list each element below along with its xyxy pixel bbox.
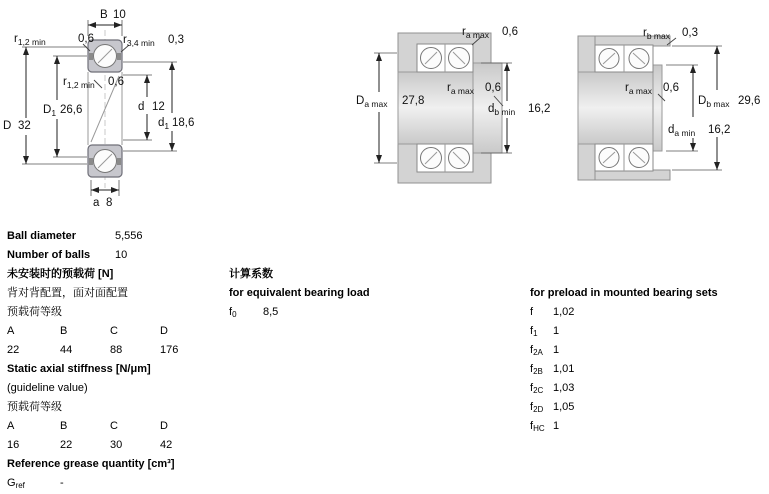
fig3-label-rb-sub: b max bbox=[646, 31, 670, 41]
fig3-label-rb: r bbox=[643, 27, 647, 39]
grease-section-title: Reference grease quantity [cm³] bbox=[7, 458, 175, 470]
svg-text:Db max29,6 bbox=[698, 95, 760, 109]
factor-fhc-symbol-main: f bbox=[530, 420, 534, 432]
svg-text:Da max27,8 bbox=[356, 95, 424, 109]
fig3-value-ra: 0,6 bbox=[663, 82, 679, 94]
stiffness-header-b: B bbox=[60, 420, 68, 432]
factor-f2a-symbol-sub: 2A bbox=[533, 348, 543, 357]
fig1-label-r12-mid: r bbox=[63, 76, 67, 88]
fig1-label-r12-mid-sub: 1,2 min bbox=[66, 80, 95, 90]
svg-text:D126,6 bbox=[43, 104, 82, 118]
fig1-dim-B bbox=[88, 9, 126, 36]
grease-symbol bbox=[7, 477, 25, 489]
row-factor-f2c bbox=[530, 382, 650, 395]
fig2-value-ra-top: 0,6 bbox=[502, 26, 518, 38]
grease-value: - bbox=[60, 477, 64, 489]
factor-f2c-symbol bbox=[530, 382, 543, 394]
svg-text:B10 bbox=[100, 9, 126, 21]
fig1-label-r34: r bbox=[123, 34, 127, 46]
fig3-label-ra-sub: a max bbox=[628, 86, 652, 96]
calc-factors-title: 计算系数 bbox=[229, 268, 273, 280]
fig1-label-d1-sub: 1 bbox=[164, 121, 170, 131]
preload-factors-title: for preload in mounted bearing sets bbox=[530, 287, 718, 299]
f0-value: 8,5 bbox=[263, 306, 279, 318]
factor-f2c-symbol-main: f bbox=[530, 382, 534, 394]
fig3-bearing-pair-bottom bbox=[595, 144, 653, 171]
fig1-label-d1: d bbox=[158, 117, 165, 129]
preload-header-d: D bbox=[160, 325, 168, 337]
factor-f2a-symbol bbox=[530, 344, 543, 356]
figure3-mounted-pair bbox=[578, 27, 760, 180]
f0-symbol-sub: 0 bbox=[232, 310, 237, 319]
fig2-value-Da: 27,8 bbox=[402, 95, 425, 107]
factor-fhc-value: 1 bbox=[553, 420, 560, 432]
row-grease bbox=[7, 477, 227, 490]
factor-f2a-value: 1 bbox=[553, 344, 560, 356]
technical-drawings bbox=[0, 0, 769, 222]
fig3-housing-lip-top bbox=[578, 36, 595, 72]
preload-value-c: 88 bbox=[110, 344, 123, 356]
ball-diameter-value: 5,556 bbox=[115, 230, 143, 242]
preload-value-d: 176 bbox=[160, 344, 179, 356]
fig3-housing-lip-bottom bbox=[578, 144, 595, 180]
fig3-value-da: 16,2 bbox=[708, 124, 731, 136]
factor-f2c-value: 1,03 bbox=[553, 382, 575, 394]
stiffness-value-d: 42 bbox=[160, 439, 173, 451]
fig3-bearing-pair-top bbox=[595, 45, 653, 72]
fig3-label-Db: D bbox=[698, 95, 707, 107]
fig1-label-r12-top: r bbox=[14, 33, 18, 45]
fig2-bearing-pair-bottom bbox=[417, 144, 473, 172]
fig3-shaft bbox=[578, 72, 662, 144]
fig1-label-a: a bbox=[93, 197, 100, 209]
row-factor-f bbox=[530, 306, 650, 319]
fig3-shaft-collar bbox=[653, 65, 662, 151]
factor-f2d-symbol-sub: 2D bbox=[533, 405, 544, 414]
number-of-balls-label: Number of balls bbox=[7, 249, 91, 261]
factor-f1-value: 1 bbox=[553, 325, 560, 337]
fig1-label-D: D bbox=[3, 120, 12, 132]
svg-text:r3,4 min0,3 bbox=[123, 34, 184, 48]
fig1-value-r12-mid: 0,6 bbox=[108, 76, 124, 88]
svg-text:da min16,2 bbox=[668, 124, 730, 138]
factor-f2d-value: 1,05 bbox=[553, 401, 575, 413]
preload-header-b: B bbox=[60, 325, 68, 337]
fig2-label-db: d bbox=[488, 103, 495, 115]
svg-text:a8 bbox=[93, 197, 112, 209]
factor-f-symbol-main: f bbox=[530, 306, 534, 318]
factor-f1-symbol-sub: 1 bbox=[533, 329, 538, 338]
stiffness-value-c: 30 bbox=[110, 439, 123, 451]
f0-symbol bbox=[229, 306, 237, 318]
stiffness-value-a: 16 bbox=[7, 439, 20, 451]
figure1-single-bearing bbox=[3, 9, 194, 209]
svg-text:r1,2 min0,6 bbox=[63, 76, 124, 90]
fig2-value-ra-mid: 0,6 bbox=[485, 82, 501, 94]
fig3-label-Db-sub: b max bbox=[706, 99, 730, 109]
row-number-of-balls bbox=[7, 249, 227, 262]
fig1-label-D1-sub: 1 bbox=[51, 108, 57, 118]
factor-f2b-symbol-sub: 2B bbox=[533, 367, 543, 376]
stiffness-header-a: A bbox=[7, 420, 15, 432]
fig1-label-r12-top-sub: 1,2 min bbox=[17, 37, 46, 47]
factor-f1-symbol bbox=[530, 325, 538, 337]
figure2-mounted-pair bbox=[356, 26, 550, 183]
fig2-label-Da: D bbox=[356, 95, 365, 107]
preload-header-c: C bbox=[110, 325, 118, 337]
fig1-dim-D1 bbox=[43, 56, 87, 157]
stiffness-value-b: 22 bbox=[60, 439, 73, 451]
fig3-label-da-sub: a min bbox=[674, 128, 696, 138]
fig3-value-rb: 0,3 bbox=[682, 27, 698, 39]
factor-f2c-symbol-sub: 2C bbox=[533, 386, 544, 395]
preload-section-title: 未安装时的预载荷 [N] bbox=[7, 268, 114, 280]
row-ball-diameter bbox=[7, 230, 227, 243]
factor-f1-symbol-main: f bbox=[530, 325, 534, 337]
fig1-value-B: 10 bbox=[113, 9, 126, 21]
calc-factors-subtitle: for equivalent bearing load bbox=[229, 287, 370, 299]
fig1-label-r34-sub: 3,4 min bbox=[126, 38, 155, 48]
factor-f2a-symbol-main: f bbox=[530, 344, 534, 356]
fig3-label-ra: r bbox=[625, 82, 629, 94]
svg-text:D32 bbox=[3, 120, 31, 132]
fig2-label-ra-top-sub: a max bbox=[465, 30, 489, 40]
preload-value-b: 44 bbox=[60, 344, 73, 356]
fig1-label-B: B bbox=[100, 9, 108, 21]
fig1-dim-r34 bbox=[121, 34, 184, 52]
grease-symbol-sub: ref bbox=[15, 481, 25, 490]
factor-f2b-value: 1,01 bbox=[553, 363, 575, 375]
fig1-value-D: 32 bbox=[18, 120, 31, 132]
preload-header-a: A bbox=[7, 325, 15, 337]
fig1-value-r12-top: 0,6 bbox=[78, 33, 94, 45]
fig1-label-d: d bbox=[138, 101, 145, 113]
fig2-bearing-pair-top bbox=[417, 44, 473, 72]
stiffness-section-title: Static axial stiffness [N/μm] bbox=[7, 363, 151, 375]
factor-fhc-symbol-sub: HC bbox=[533, 424, 545, 433]
factor-f2b-symbol-main: f bbox=[530, 363, 534, 375]
fig1-value-d: 12 bbox=[152, 101, 165, 113]
factor-f2b-symbol bbox=[530, 363, 543, 375]
stiffness-section-subtitle: (guideline value) bbox=[7, 382, 88, 394]
fig1-value-r34: 0,3 bbox=[168, 34, 184, 46]
fig2-label-ra-mid-sub: a max bbox=[450, 86, 474, 96]
preload-section-subtitle: 背对背配置，面对面配置 bbox=[7, 287, 128, 299]
factor-fhc-symbol bbox=[530, 420, 545, 432]
fig3-value-Db: 29,6 bbox=[738, 95, 761, 107]
fig1-bottom-ring-section bbox=[88, 145, 122, 177]
row-factor-fhc bbox=[530, 420, 650, 433]
svg-text:d118,6 bbox=[158, 117, 194, 131]
svg-text:r1,2 min0,6 bbox=[14, 33, 94, 47]
fig1-dim-r12-mid bbox=[63, 76, 124, 90]
f0-symbol-main: f bbox=[229, 306, 233, 318]
row-factor-f2b bbox=[530, 363, 650, 376]
fig2-label-ra-top: r bbox=[462, 26, 466, 38]
factor-f2d-symbol-main: f bbox=[530, 401, 534, 413]
row-factor-f1 bbox=[530, 325, 650, 338]
stiffness-header-d: D bbox=[160, 420, 168, 432]
factor-f-symbol bbox=[530, 306, 533, 318]
row-factor-f2d bbox=[530, 401, 650, 414]
row-f0 bbox=[229, 306, 349, 319]
number-of-balls-value: 10 bbox=[115, 249, 128, 261]
preload-class-label: 预载荷等级 bbox=[7, 306, 62, 318]
svg-text:d12 bbox=[138, 101, 165, 113]
fig2-label-Da-sub: a max bbox=[364, 99, 388, 109]
fig1-dim-d bbox=[123, 75, 165, 140]
fig3-label-da: d bbox=[668, 124, 675, 136]
factor-f-value: 1,02 bbox=[553, 306, 575, 318]
stiffness-header-c: C bbox=[110, 420, 118, 432]
fig2-label-ra-mid: r bbox=[447, 82, 451, 94]
fig1-value-a: 8 bbox=[106, 197, 113, 209]
grease-symbol-main: G bbox=[7, 477, 16, 489]
ball-diameter-label: Ball diameter bbox=[7, 230, 77, 242]
stiffness-class-label: 预载荷等级 bbox=[7, 401, 62, 413]
fig1-value-D1: 26,6 bbox=[60, 104, 83, 116]
fig2-value-db: 16,2 bbox=[528, 103, 551, 115]
preload-value-a: 22 bbox=[7, 344, 20, 356]
factor-f2d-symbol bbox=[530, 401, 543, 413]
fig2-label-db-sub: b min bbox=[494, 107, 516, 117]
fig1-value-d1: 18,6 bbox=[172, 117, 195, 129]
fig1-label-D1: D bbox=[43, 104, 52, 116]
row-factor-f2a bbox=[530, 344, 650, 357]
